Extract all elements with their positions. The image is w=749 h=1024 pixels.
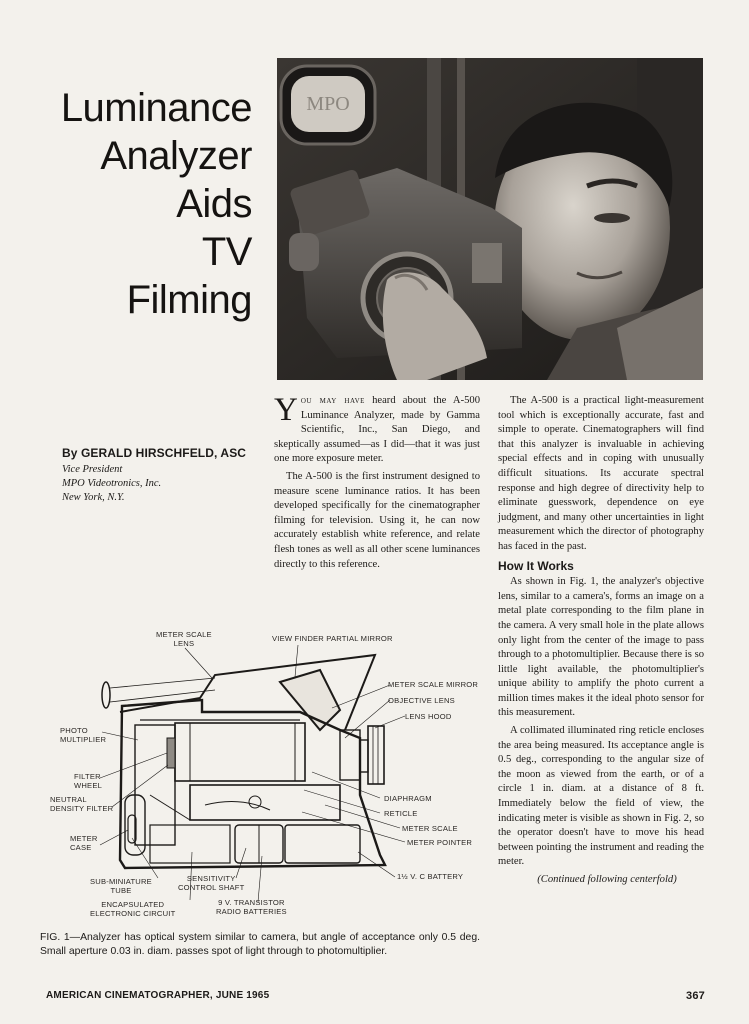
title-line: Analyzer	[100, 134, 252, 178]
byline	[62, 446, 262, 505]
label-meter-case: METER CASE	[70, 834, 98, 852]
section-heading: How It Works	[498, 558, 574, 573]
label-encapsulated-circuit: ENCAPSULATED ELECTRONIC CIRCUIT	[90, 900, 176, 918]
footer-publication: AMERICAN CINEMATOGRAPHER, JUNE 1965	[46, 990, 270, 1001]
author-location: New York, N.Y.	[62, 492, 125, 503]
author-title: Vice President	[62, 464, 123, 475]
label-sub-miniature-tube: SUB-MINIATURE TUBE	[90, 877, 152, 895]
label-lens-hood: LENS HOOD	[405, 712, 452, 721]
optical-barrel	[175, 723, 305, 781]
label-meter-scale-lens: METER SCALE LENS	[156, 630, 212, 648]
body-column-2	[498, 394, 704, 888]
title-line: TV	[201, 230, 252, 274]
top-housing	[120, 655, 375, 730]
drop-cap: Y	[274, 392, 298, 428]
label-diaphragm: DIAPHRAGM	[384, 794, 432, 803]
author-company: MPO Videotronics, Inc.	[62, 478, 162, 489]
body-column-1	[274, 394, 480, 572]
paragraph	[274, 394, 480, 467]
title-line: Filming	[126, 278, 252, 322]
lead-in: ou may have	[300, 395, 365, 406]
figure-1-diagram	[40, 620, 500, 922]
c-battery-shape	[285, 825, 360, 863]
lens-hood-shape	[368, 726, 384, 784]
meter-section	[190, 785, 340, 820]
photo-illustration	[277, 58, 703, 380]
photo-sign-text: MPO	[306, 93, 350, 115]
paragraph-text: heard about the A-500 Luminance Analyzer, made by Gamma Scientific, Inc., San Diego, and skeptically assumed—as I did—that it was just one more exposure meter.	[274, 395, 480, 465]
continued-note: (Continued following centerfold)	[537, 874, 677, 885]
article-photo	[277, 58, 703, 380]
label-view-finder-mirror: VIEW FINDER PARTIAL MIRROR	[272, 634, 393, 643]
label-objective-lens: OBJECTIVE LENS	[388, 696, 455, 705]
paragraph: The A-500 is a practical light-measurement tool which is exceptionally accurate, fast and simple to operate. Cinematographers will find that this analyzer is invaluable in achieving special effects and in coping with unusually difficult situations. Its accurate spectral response and high degree of directivity help to eliminate guesswork, dependence on eye judgment, and many other uncertainties in light measurement which the director of photography has faced in the past.	[498, 395, 704, 552]
label-reticle: RETICLE	[384, 809, 418, 818]
article-title	[22, 84, 252, 324]
page-number: 367	[686, 990, 705, 1002]
label-meter-pointer: METER POINTER	[407, 838, 473, 847]
figure-caption: FIG. 1—Analyzer has optical system similar to camera, but angle of acceptance only 0.5 deg. Small aperture 0.03 in. diam. passes spot of light through to photomultiplier.	[40, 932, 480, 957]
title-line: Luminance	[60, 86, 252, 130]
label-meter-scale-mirror: METER SCALE MIRROR	[388, 680, 479, 689]
meter-scale-mirror-shape	[280, 670, 340, 730]
label-filter-wheel: FILTER WHEEL	[74, 772, 103, 790]
label-photo-multiplier: PHOTO MULTIPLIER	[60, 726, 107, 744]
electronic-circuit-shape	[150, 825, 230, 863]
label-sensitivity-control-shaft: SENSITIVITY CONTROL SHAFT	[178, 874, 245, 892]
meter-scale-lens-shape	[102, 682, 110, 708]
paragraph: As shown in Fig. 1, the analyzer's objective lens, similar to a camera's, forms an image on a metal plate corresponding to the film plane in the camera. A very small hole in the plate allows only light from the center of the image to pass through to a photomultiplier. Because there is so little light available, the photomultiplier's unique ability to amplify the photo current a million times makes it the ideal photo sensor for this measurement.	[498, 576, 704, 719]
label-c-battery: 1½ V. C BATTERY	[397, 872, 464, 881]
filter-wheel-shape	[167, 738, 175, 768]
label-neutral-density-filter: NEUTRAL DENSITY FILTER	[50, 795, 114, 813]
author-name: By GERALD HIRSCHFELD, ASC	[62, 446, 247, 460]
paragraph: The A-500 is the first instrument designed to measure scene luminance ratios. It has been developed specifically for the cinematographer filming for television. Using it, he can now accurately establish white reference, and relate flesh tones as well as all other scene luminances directly to this reference.	[274, 470, 480, 570]
title-line: Aids	[176, 182, 252, 226]
paragraph: A collimated illuminated ring reticle encloses the area being measured. Its acceptance angle is 0.5 deg., corresponding to the angular size of the moon as viewed from the earth, or of a circle 1 in. diam. at a distance of 8 ft. Immediately below the field of view, the indicating meter is visible as shown in Fig. 2, so the operator doesn't have to move his head between pointing the instrument and reading the meter.	[498, 725, 704, 868]
label-transistor-batteries: 9 V. TRANSISTOR RADIO BATTERIES	[216, 898, 287, 916]
label-meter-scale: METER SCALE	[402, 824, 458, 833]
